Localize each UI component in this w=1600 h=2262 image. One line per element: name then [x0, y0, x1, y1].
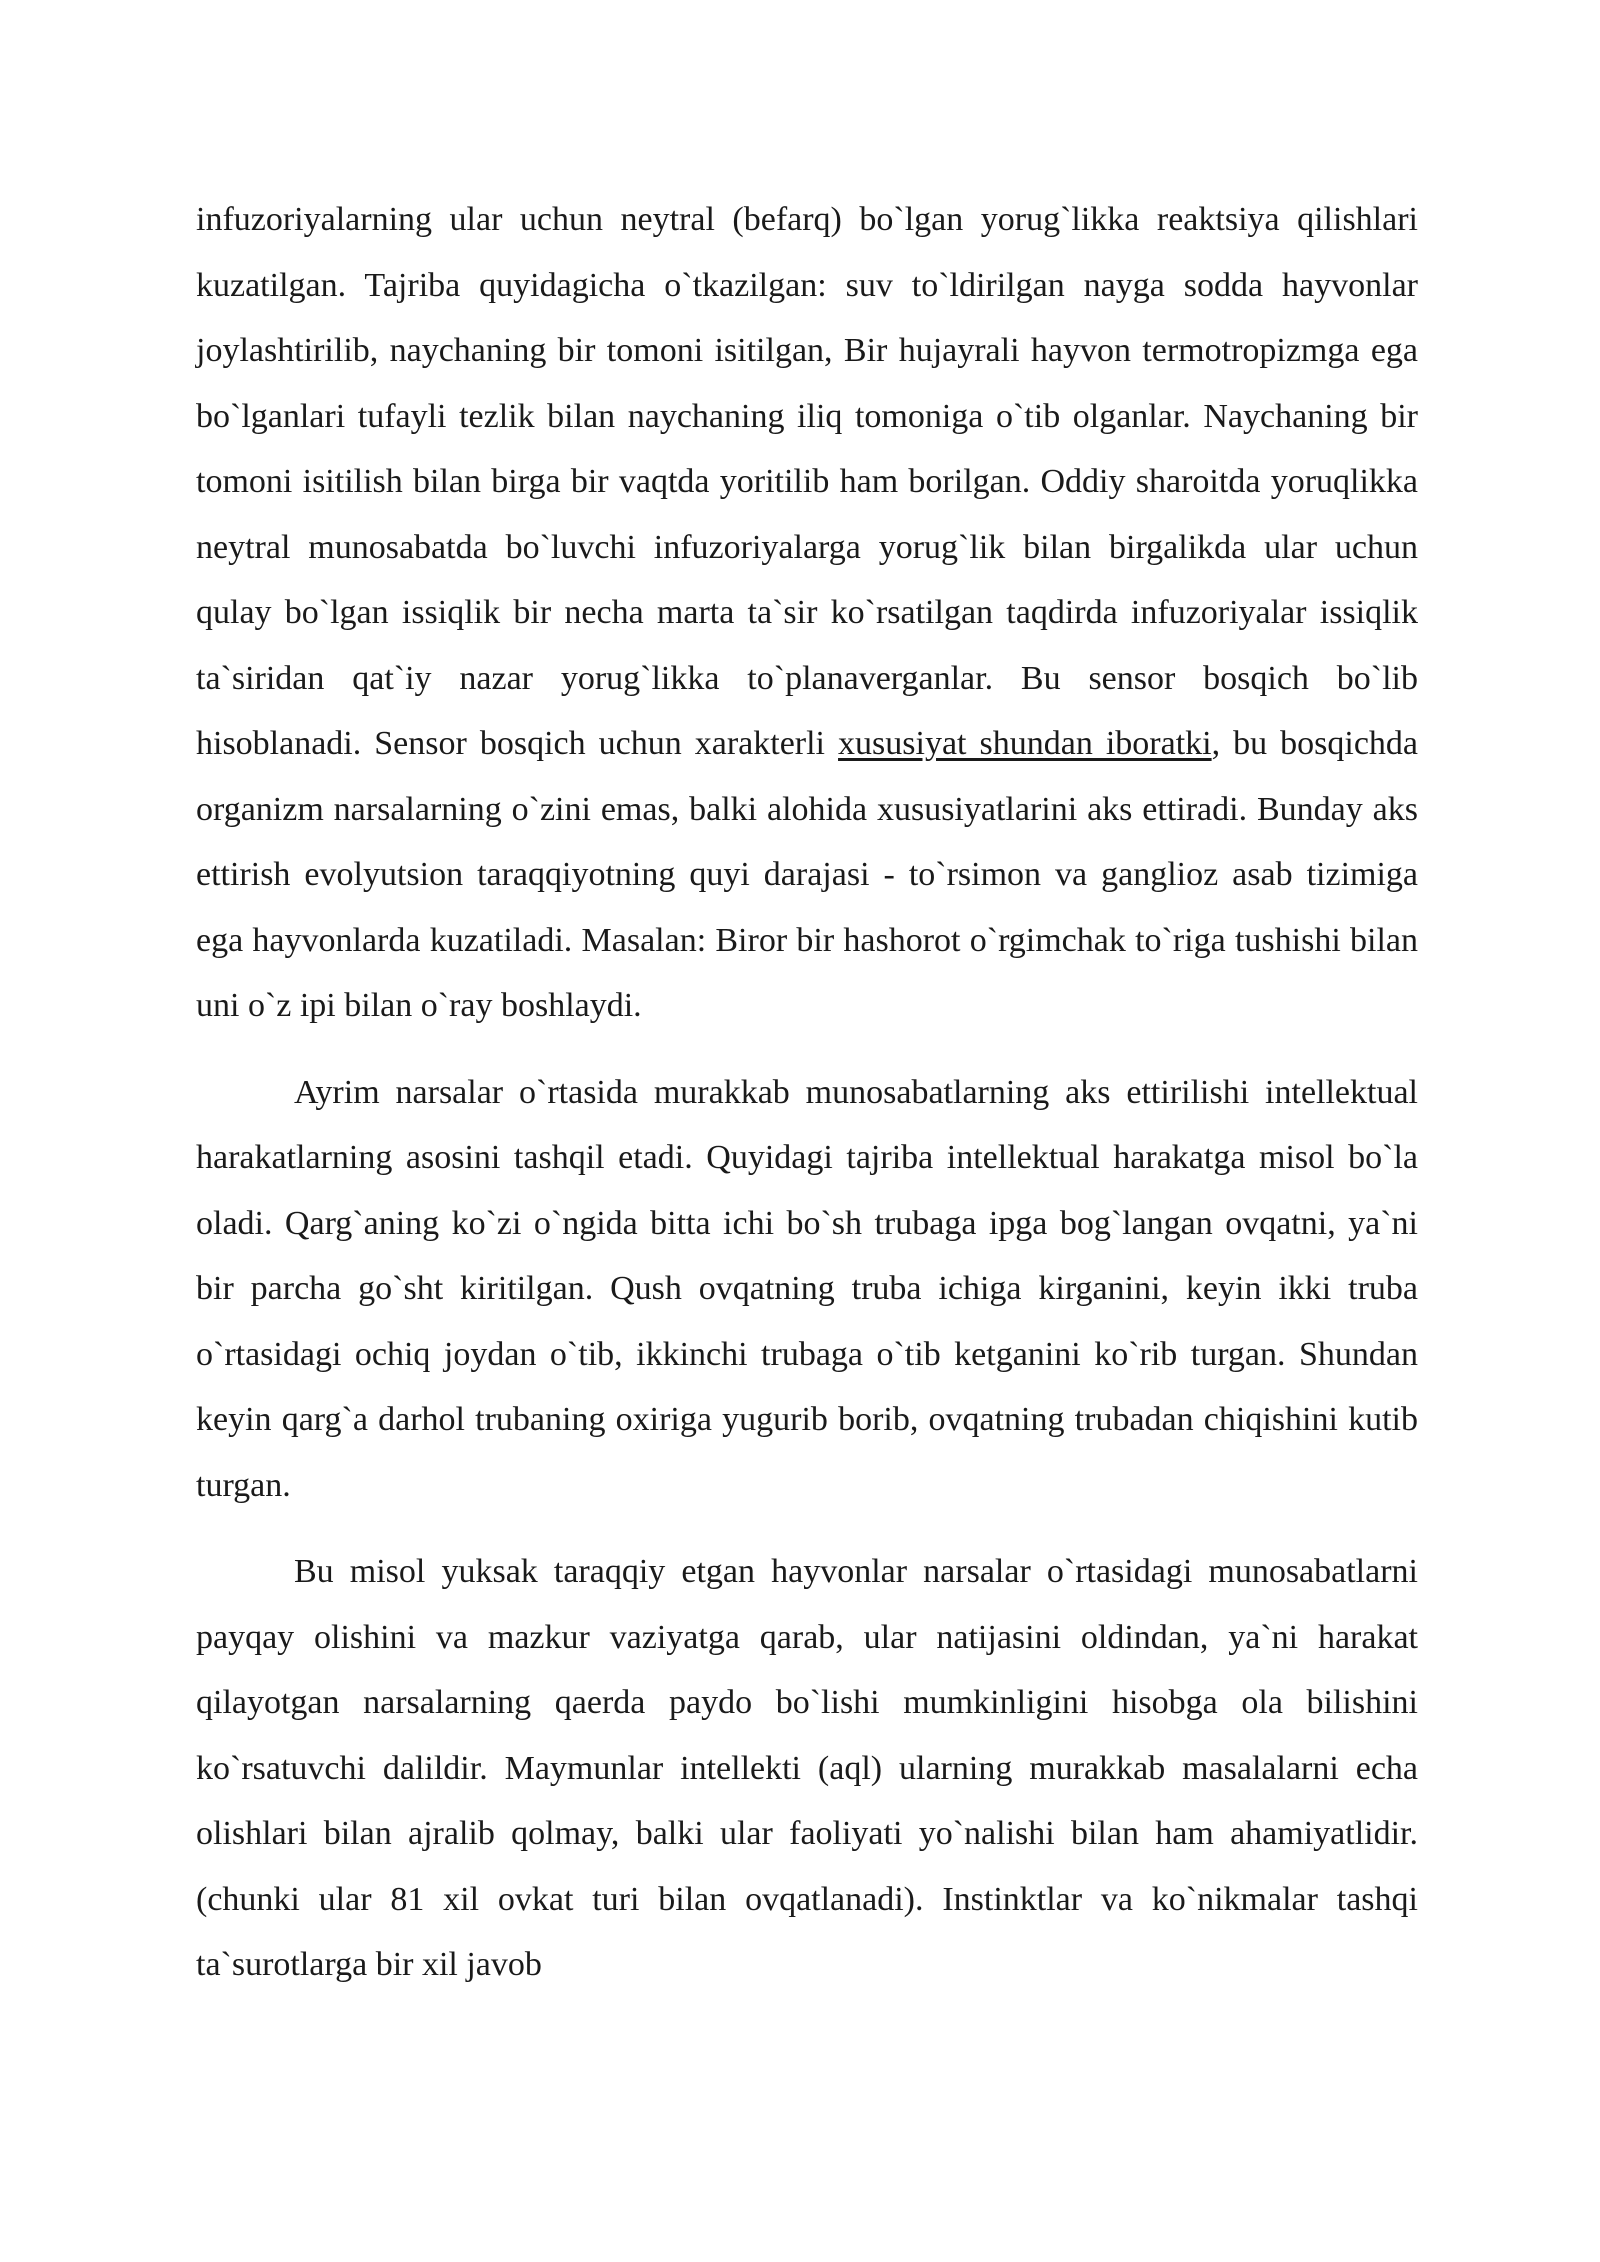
paragraph-1-text-end: , bu bosqichda organizm narsalarning o`zini emas, balki alohida xususiyatlarini aks ettiradi. Bunday aks ettirish evolyutsion taraqqiyotning quyi darajasi - to`rsimon va ganglioz asab tizimiga ega hayvonlarda kuzatiladi. Masalan: Biror bir hashorot o`rgimchak to`riga tushishi bilan uni o`z ipi bilan o`ray boshlaydi.: [196, 725, 1418, 1024]
underlined-phrase: xususiyat shundan iboratki: [838, 725, 1212, 762]
paragraph-3: Bu misol yuksak taraqqiy etgan hayvonlar narsalar o`rtasidagi munosabatlarni payqay olishini va mazkur vaziyatga qarab, ular natijasini oldindan, ya`ni harakat qilayotgan narsalarning qaerda paydo bo`lishi mumkinligini hisobga ola bilishini ko`rsatuvchi dalildir. Maymunlar intellekti (aql) ularning murakkab masalalarni echa olishlari bilan ajralib qolmay, balki ular faoliyati yo`nalishi bilan ham ahamiyatlidir. (chunki ular 81 xil ovkat turi bilan ovqatlanadi). Instinktlar va ko`nikmalar tashqi ta`surotlarga bir xil javob: [196, 1553, 1418, 1983]
paragraph-1-text-start: infuzoriyalarning ular uchun neytral (befarq) bo`lgan yorug`likka reaktsiya qilishlari kuzatilgan. Tajriba quyidagicha o`tkazilgan: suv to`ldirilgan nayga sodda hayvonlar joylashtirilib, naychaning bir tomoni isitilgan, Bir hujayrali hayvon termotropizmga ega bo`lganlari tufayli tezlik bilan naychaning iliq tomoniga o`tib olganlar. Naychaning bir tomoni isitilish bilan birga bir vaqtda yoritilib ham borilgan. Oddiy sharoitda yoruqlikka neytral munosabatda bo`luvchi infuzoriyalarga yorug`lik bilan birgalikda ular uchun qulay bo`lgan issiqlik bir necha marta ta`sir ko`rsatilgan taqdirda infuzoriyalar issiqlik ta`siridan qat`iy nazar yorug`likka to`planaverganlar. Bu sensor bosqich bo`lib hisoblanadi. Sensor bosqich uchun xarakterli: [196, 201, 1418, 762]
paragraph-1: [196, 187, 1418, 1039]
paragraph-2: Ayrim narsalar o`rtasida murakkab munosabatlarning aks ettirilishi intellektual harakatlarning asosini tashqil etadi. Quyidagi tajriba intellektual harakatga misol bo`la oladi. Qarg`aning ko`zi o`ngida bitta ichi bo`sh trubaga ipga bog`langan ovqatni, ya`ni bir parcha go`sht kiritilgan. Qush ovqatning truba ichiga kirganini, keyin ikki truba o`rtasidagi ochiq joydan o`tib, ikkinchi trubaga o`tib ketganini ko`rib turgan. Shundan keyin qarg`a darhol trubaning oxiriga yugurib borib, ovqatning trubadan chiqishini kutib turgan.: [196, 1073, 1418, 1504]
body-text: [196, 187, 1418, 1998]
